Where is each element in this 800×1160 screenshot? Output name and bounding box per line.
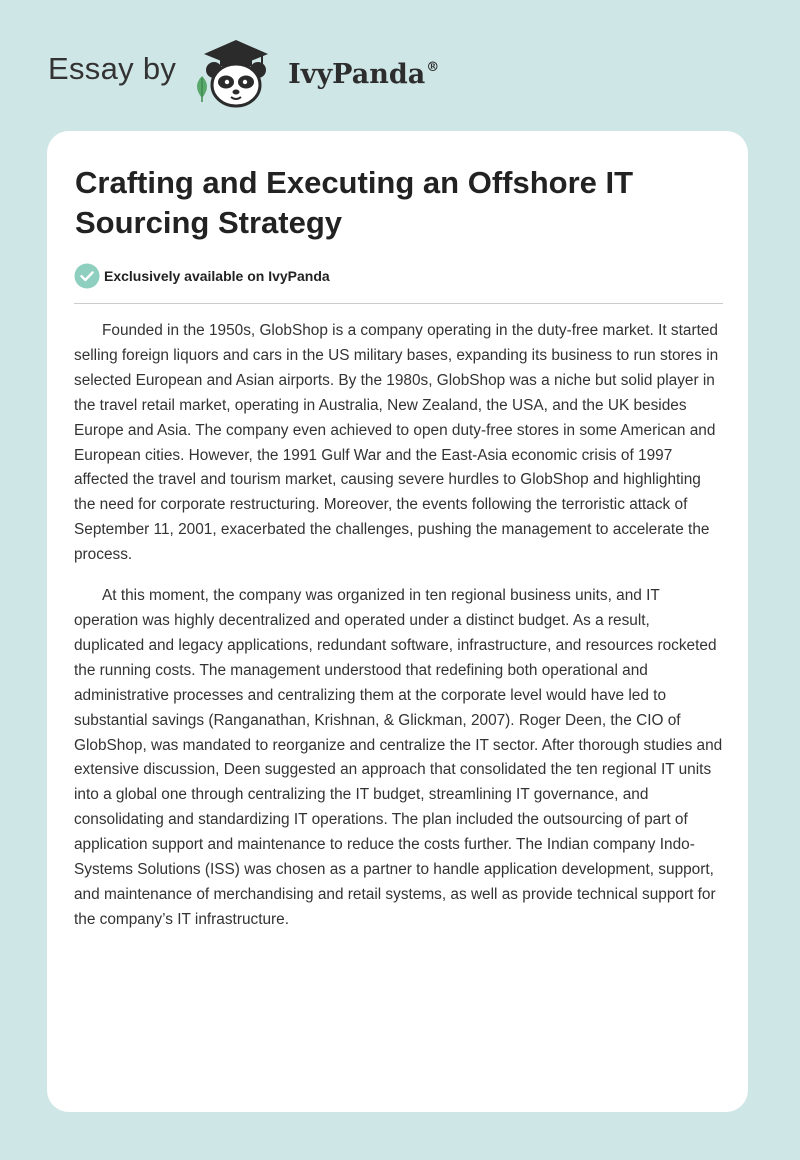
panda-graduate-icon: [190, 36, 286, 108]
site-header: [48, 36, 439, 108]
essay-by-label: Essay by: [48, 51, 177, 86]
essay-title: Crafting and Executing an Offshore IT Sourcing Strategy: [75, 165, 634, 240]
exclusive-badge: [74, 263, 330, 289]
exclusive-badge-label: Exclusively available on IvyPanda: [104, 268, 330, 284]
essay-paragraph: Founded in the 1950s, GlobShop is a company operating in the duty-free market. It started selling foreign liquors and cars in the US military bases, expanding its business to run stores in selected European and Asian airports. By the 1980s, GlobShop was a niche but solid player in the travel retail market, operating in Australia, New Zealand, the USA, and the UK besides Europe and Asia. The company even achieved to open duty-free stores in some American and European cities. However, the 1991 Gulf War and the East-Asia economic crisis of 1997 affected the travel and tourism market, causing severe hurdles to GlobShop and highlighting the need for corporate restructuring. Moreover, the events following the terroristic attack of September 11, 2001, exacerbated the challenges, pushing the management to accelerate the process.: [74, 322, 719, 564]
ivypanda-logo-link[interactable]: [190, 36, 439, 108]
essay-card: [47, 131, 748, 1112]
brand-name-text: IvyPanda: [288, 58, 426, 90]
essay-paragraph: At this moment, the company was organized in ten regional business units, and IT operation was highly decentralized and operated under a distinct budget. As a result, duplicated and legacy applications, redundant software, infrastructure, and resources rocketed the running costs. The management understood that redefining both operational and administrative processes and centralizing them at the corporate level would have led to substantial savings (Ranganathan, Krishnan, & Glickman, 2007). Roger Deen, the CIO of GlobShop, was mandated to reorganize and centralize the IT sector. After thorough studies and extensive discussion, Deen suggested an approach that consolidated the ten regional IT units into a global one through centralizing the IT budget, streamlining IT governance, and consolidating and standardizing IT operations. The plan included the outsourcing of part of application support and maintenance to reduce the costs further. The Indian company Indo-Systems Solutions (ISS) was chosen as a partner to handle application development, support, and maintenance of merchandising and retail systems, as well as provide technical support for the company’s IT infrastructure.: [74, 587, 723, 928]
registered-mark: ®: [426, 59, 440, 75]
brand-name: [288, 59, 439, 90]
essay-body: [74, 319, 724, 949]
check-circle-icon: [74, 263, 100, 289]
divider: [74, 303, 723, 304]
